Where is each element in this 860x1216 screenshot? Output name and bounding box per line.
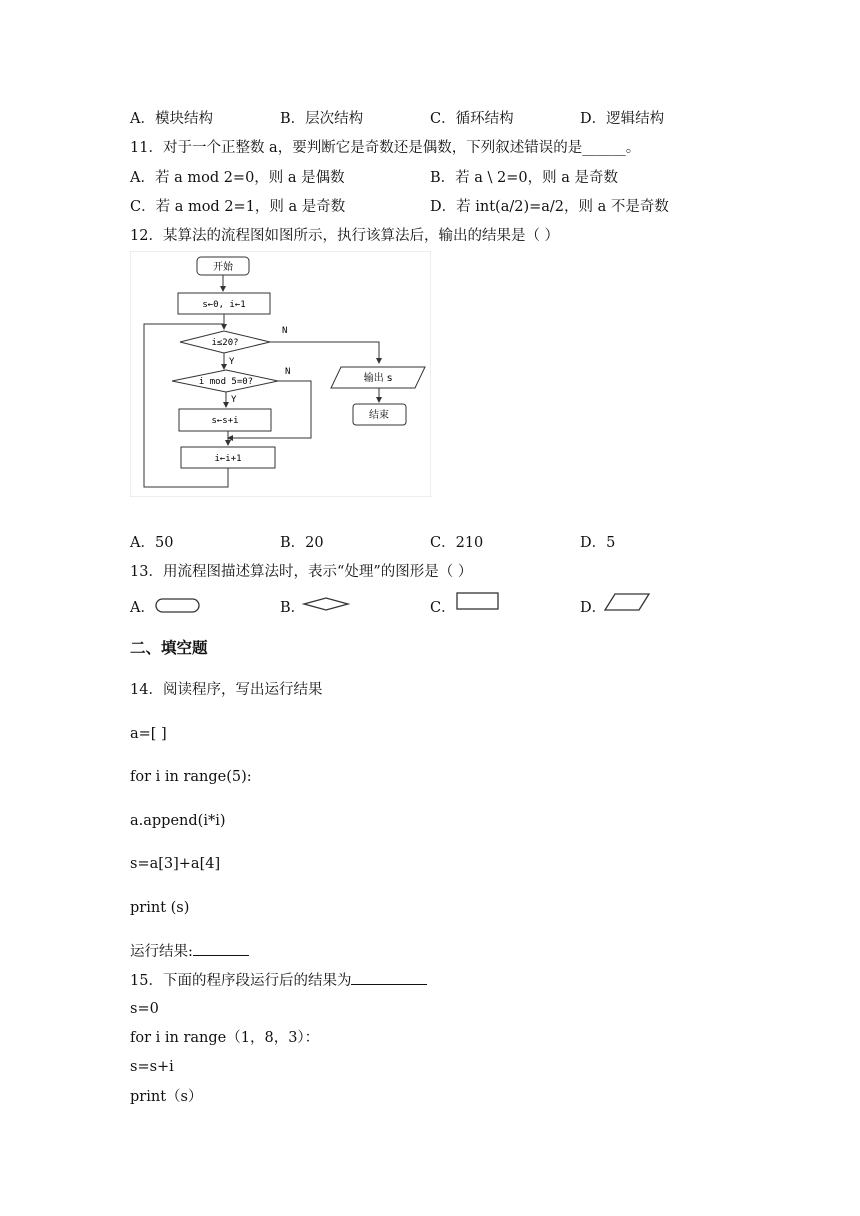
q13-option-b: B． (280, 600, 306, 616)
q12-option-d: D．5 (580, 535, 616, 551)
q15-stem: 15．下面的程序段运行后的结果为 (130, 973, 352, 989)
q15-code-line: s=0 (130, 1001, 159, 1017)
io-parallelogram-icon (603, 591, 651, 613)
q14-code-line: for i in range(5): (130, 769, 252, 785)
q10-option-c: C．循环结构 (430, 111, 514, 127)
flow-start-label: 开始 (213, 262, 233, 273)
q12-flowchart (130, 251, 431, 497)
q12-option-c: C．210 (430, 535, 484, 551)
q15-code-line: s=s+i (130, 1059, 174, 1075)
q11-option-b: B．若 a \ 2=0，则 a 是奇数 (430, 170, 618, 186)
flow-yes2-label: Y (231, 395, 237, 405)
q14-code-line: s=a[3]+a[4] (130, 856, 221, 872)
q13-option-a: A． (130, 600, 155, 616)
q12-option-a: A．50 (130, 535, 174, 551)
flow-update-s-label: s←s+i (211, 416, 239, 426)
q15-stem-line (130, 970, 427, 991)
decision-diamond-icon (302, 596, 350, 612)
flow-init-label: s←0, i←1 (202, 300, 246, 310)
q14-result-label: 运行结果: (130, 944, 193, 960)
q14-result (130, 941, 249, 962)
q11-option-c: C．若 a mod 2=1，则 a 是奇数 (130, 199, 346, 215)
q14-code-line: a.append(i*i) (130, 813, 226, 829)
flow-output-label: 输出 s (363, 373, 393, 384)
section-title: 二、填空题 (130, 639, 208, 657)
q13-stem: 13．用流程图描述算法时，表示“处理”的图形是（ ） (130, 564, 473, 580)
flow-cond2-label: i mod 5=0? (198, 377, 254, 387)
q12-stem: 12．某算法的流程图如图所示，执行该算法后，输出的结果是（ ） (130, 228, 560, 244)
flow-yes1-label: Y (229, 357, 235, 367)
q15-answer-blank[interactable] (351, 970, 427, 985)
q11-option-a: A．若 a mod 2=0，则 a 是偶数 (130, 170, 345, 186)
q10-option-b: B．层次结构 (280, 111, 364, 127)
flow-cond1-label: i≤20? (211, 338, 239, 348)
terminal-shape-icon (154, 596, 202, 616)
q14-code-line: a=[ ] (130, 726, 167, 742)
flow-end-label: 结束 (369, 410, 389, 421)
q10-option-d: D．逻辑结构 (580, 111, 665, 127)
q14-answer-blank[interactable] (193, 941, 249, 956)
q11-stem: 11．对于一个正整数 a，要判断它是奇数还是偶数，下列叙述错误的是______。 (130, 140, 641, 156)
process-rectangle-icon (455, 590, 501, 612)
q10-option-a: A．模块结构 (130, 111, 213, 127)
q15-code-line: print（s） (130, 1089, 203, 1105)
q13-option-d: D． (580, 600, 607, 616)
q13-option-c: C． (430, 600, 456, 616)
q14-code-line: print (s) (130, 900, 190, 916)
q15-code-line: for i in range（1，8，3）： (130, 1030, 320, 1046)
flow-no1-label: N (282, 326, 288, 336)
flow-no2-label: N (285, 367, 291, 377)
q12-option-b: B．20 (280, 535, 324, 551)
q11-option-d: D．若 int(a/2)=a/2，则 a 不是奇数 (430, 199, 669, 215)
flow-update-i-label: i←i+1 (214, 454, 242, 464)
q14-stem: 14．阅读程序，写出运行结果 (130, 682, 323, 698)
